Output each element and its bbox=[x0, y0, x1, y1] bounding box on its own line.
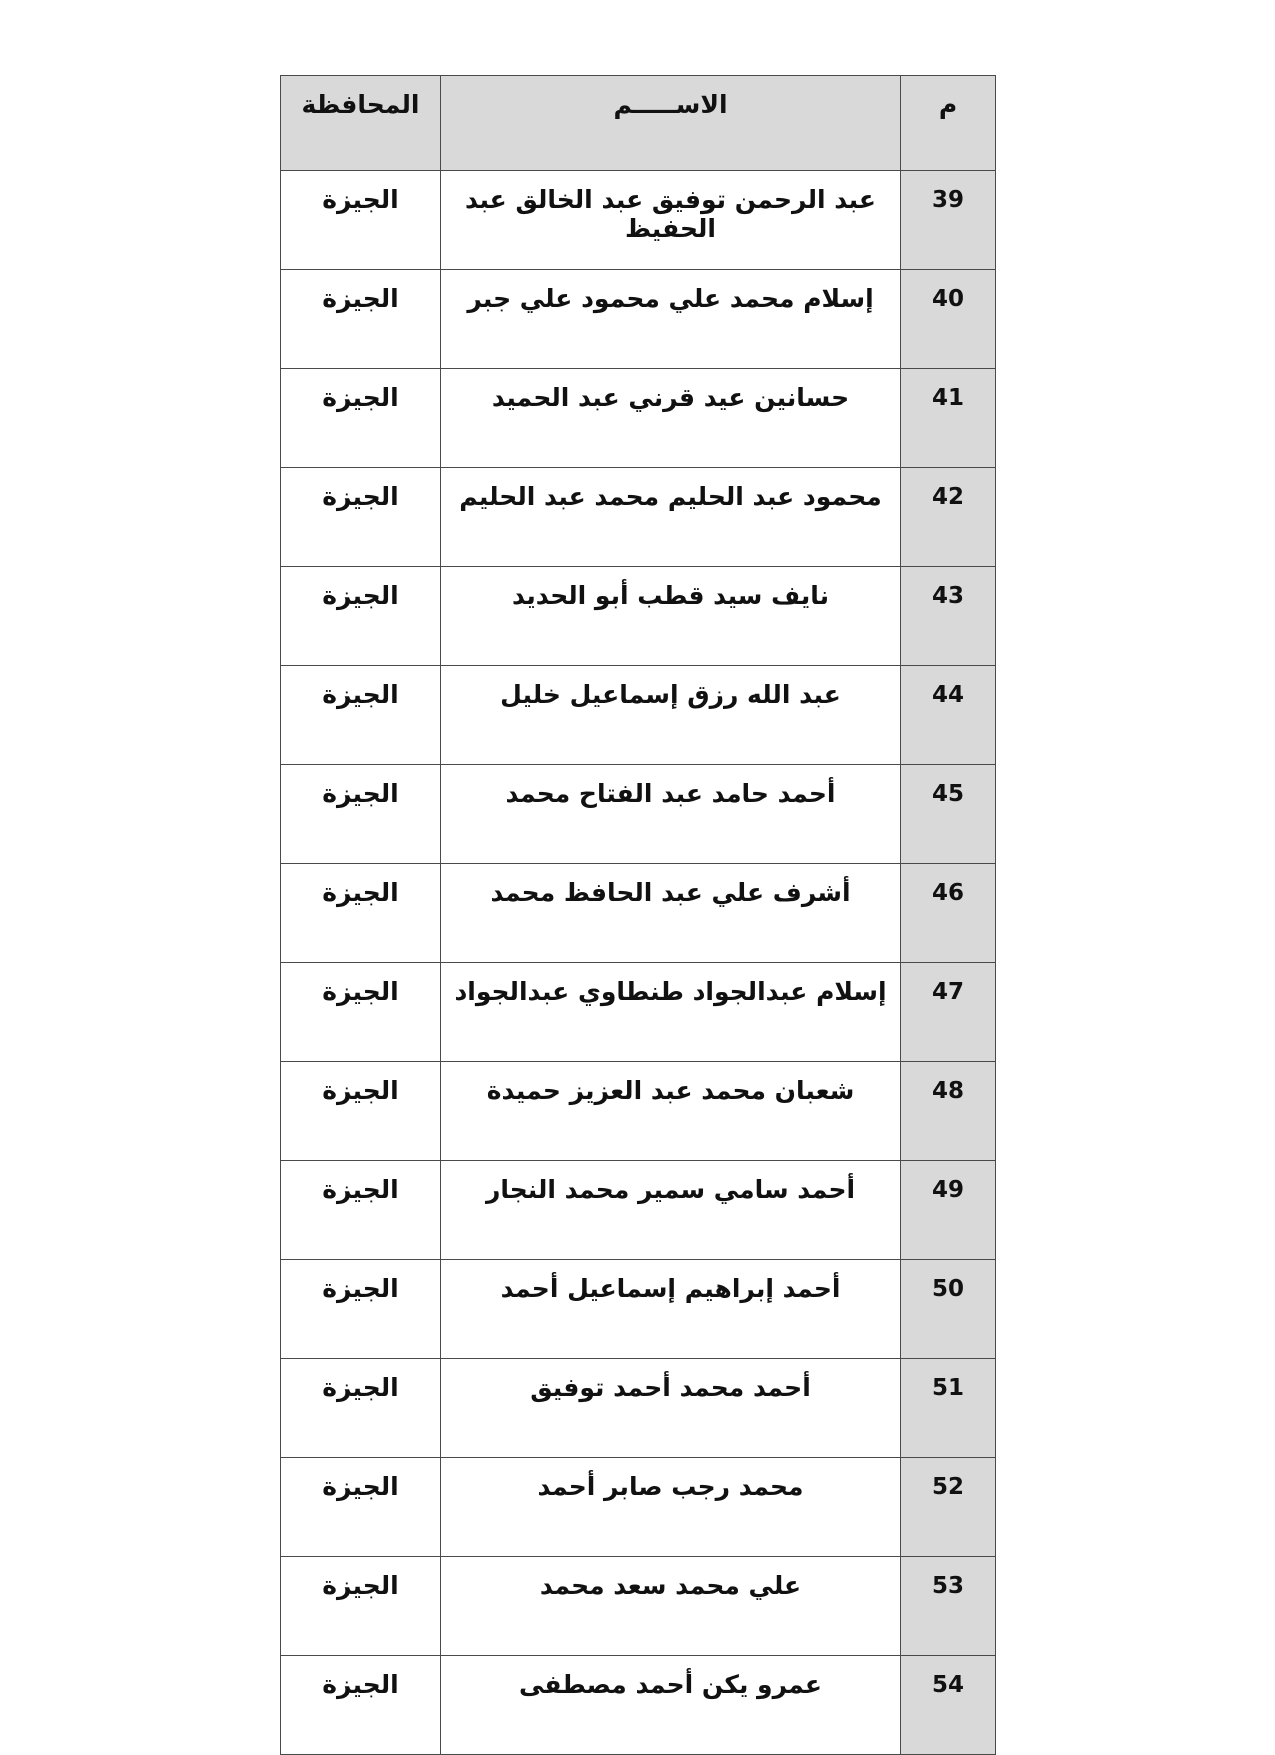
row-number: 40 bbox=[901, 270, 996, 369]
row-governorate: الجيزة bbox=[281, 666, 441, 765]
table-row bbox=[281, 864, 996, 963]
table-row bbox=[281, 1260, 996, 1359]
row-governorate: الجيزة bbox=[281, 1260, 441, 1359]
table-row bbox=[281, 765, 996, 864]
table-row bbox=[281, 1656, 996, 1755]
table-row bbox=[281, 963, 996, 1062]
row-governorate: الجيزة bbox=[281, 864, 441, 963]
row-governorate: الجيزة bbox=[281, 765, 441, 864]
header-governorate: المحافظة bbox=[281, 76, 441, 171]
row-governorate: الجيزة bbox=[281, 171, 441, 270]
row-name: عبد الرحمن توفيق عبد الخالق عبد الحفيظ bbox=[441, 171, 901, 270]
row-number: 43 bbox=[901, 567, 996, 666]
row-number: 49 bbox=[901, 1161, 996, 1260]
row-name: محمود عبد الحليم محمد عبد الحليم bbox=[441, 468, 901, 567]
row-number: 53 bbox=[901, 1557, 996, 1656]
table-row bbox=[281, 1062, 996, 1161]
row-name: أشرف علي عبد الحافظ محمد bbox=[441, 864, 901, 963]
row-number: 47 bbox=[901, 963, 996, 1062]
row-name: أحمد إبراهيم إسماعيل أحمد bbox=[441, 1260, 901, 1359]
row-number: 44 bbox=[901, 666, 996, 765]
table-row bbox=[281, 369, 996, 468]
row-governorate: الجيزة bbox=[281, 567, 441, 666]
table-row bbox=[281, 270, 996, 369]
row-number: 48 bbox=[901, 1062, 996, 1161]
table-row bbox=[281, 1161, 996, 1260]
row-name: أحمد سامي سمير محمد النجار bbox=[441, 1161, 901, 1260]
table-row bbox=[281, 1557, 996, 1656]
table-body bbox=[281, 171, 996, 1755]
row-name: إسلام عبدالجواد طنطاوي عبدالجواد bbox=[441, 963, 901, 1062]
header-name: الاســـــم bbox=[441, 76, 901, 171]
row-governorate: الجيزة bbox=[281, 369, 441, 468]
row-name: علي محمد سعد محمد bbox=[441, 1557, 901, 1656]
names-table bbox=[280, 75, 996, 1755]
row-governorate: الجيزة bbox=[281, 1062, 441, 1161]
row-name: أحمد حامد عبد الفتاح محمد bbox=[441, 765, 901, 864]
row-name: محمد رجب صابر أحمد bbox=[441, 1458, 901, 1557]
row-number: 50 bbox=[901, 1260, 996, 1359]
row-name: عبد الله رزق إسماعيل خليل bbox=[441, 666, 901, 765]
table-row bbox=[281, 171, 996, 270]
row-number: 42 bbox=[901, 468, 996, 567]
table-header bbox=[281, 76, 996, 171]
row-governorate: الجيزة bbox=[281, 1359, 441, 1458]
row-name: حسانين عيد قرني عبد الحميد bbox=[441, 369, 901, 468]
table-row bbox=[281, 567, 996, 666]
row-governorate: الجيزة bbox=[281, 468, 441, 567]
row-governorate: الجيزة bbox=[281, 1557, 441, 1656]
row-name: عمرو يكن أحمد مصطفى bbox=[441, 1656, 901, 1755]
row-name: أحمد محمد أحمد توفيق bbox=[441, 1359, 901, 1458]
row-name: إسلام محمد علي محمود علي جبر bbox=[441, 270, 901, 369]
row-governorate: الجيزة bbox=[281, 1161, 441, 1260]
row-governorate: الجيزة bbox=[281, 1458, 441, 1557]
table-row bbox=[281, 666, 996, 765]
row-number: 39 bbox=[901, 171, 996, 270]
row-governorate: الجيزة bbox=[281, 963, 441, 1062]
row-governorate: الجيزة bbox=[281, 1656, 441, 1755]
row-number: 41 bbox=[901, 369, 996, 468]
row-governorate: الجيزة bbox=[281, 270, 441, 369]
table-row bbox=[281, 1458, 996, 1557]
row-number: 52 bbox=[901, 1458, 996, 1557]
table-row bbox=[281, 1359, 996, 1458]
row-number: 45 bbox=[901, 765, 996, 864]
row-number: 51 bbox=[901, 1359, 996, 1458]
row-number: 46 bbox=[901, 864, 996, 963]
table-row bbox=[281, 468, 996, 567]
header-row bbox=[281, 76, 996, 171]
row-name: نايف سيد قطب أبو الحديد bbox=[441, 567, 901, 666]
row-number: 54 bbox=[901, 1656, 996, 1755]
row-name: شعبان محمد عبد العزيز حميدة bbox=[441, 1062, 901, 1161]
header-number: م bbox=[901, 76, 996, 171]
